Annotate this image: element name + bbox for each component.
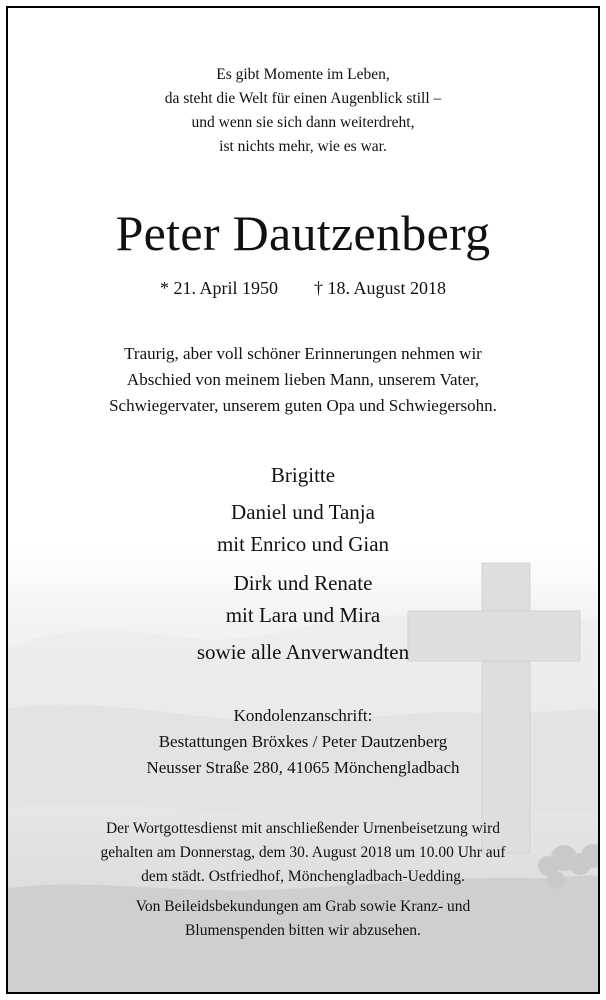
request-line: Von Beileidsbekundungen am Grab sowie Kranz- und	[135, 898, 471, 915]
poem-line: Es gibt Momente im Leben,	[216, 66, 390, 83]
farewell-line: Traurig, aber voll schöner Erinnerungen nehmen wir	[124, 344, 482, 363]
poem-line: da steht die Welt für einen Augenblick still –	[164, 90, 442, 107]
life-dates	[8, 278, 598, 299]
poem-line: und wenn sie sich dann weiterdreht,	[191, 114, 415, 131]
family-member: sowie alle Anverwandten	[196, 640, 410, 664]
obituary-content	[8, 8, 598, 992]
request-line: Blumenspenden bitten wir abzusehen.	[185, 922, 421, 939]
condolence-line: Bestattungen Bröxkes / Peter Dautzenberg	[158, 732, 448, 751]
farewell-line: Abschied von meinem lieben Mann, unserem Vater,	[126, 370, 480, 389]
condolence-line: Kondolenzanschrift:	[233, 706, 373, 725]
birth-date: * 21. April 1950	[159, 278, 278, 298]
service-line: dem städt. Ostfriedhof, Mönchengladbach-Uedding.	[141, 868, 465, 885]
service-line: gehalten am Donnerstag, dem 30. August 2018 um 10.00 Uhr auf	[100, 844, 506, 861]
family-member: mit Enrico und Gian	[216, 532, 390, 556]
family-member: Dirk und Renate	[233, 571, 373, 595]
death-date: † 18. August 2018	[314, 278, 447, 298]
family-member: mit Lara und Mira	[225, 603, 381, 627]
farewell-line: Schwiegervater, unserem guten Opa und Schwiegersohn.	[109, 396, 497, 415]
service-line: Der Wortgottesdienst mit anschließender Urnenbeisetzung wird	[105, 820, 501, 837]
condolence-line: Neusser Straße 280, 41065 Mönchengladbach	[146, 758, 460, 777]
family-member: Daniel und Tanja	[231, 500, 375, 524]
deceased-name: Peter Dautzenberg	[115, 205, 491, 261]
obituary-frame	[6, 6, 600, 994]
poem-line: ist nichts mehr, wie es war.	[219, 138, 387, 155]
family-member: Brigitte	[270, 463, 336, 487]
